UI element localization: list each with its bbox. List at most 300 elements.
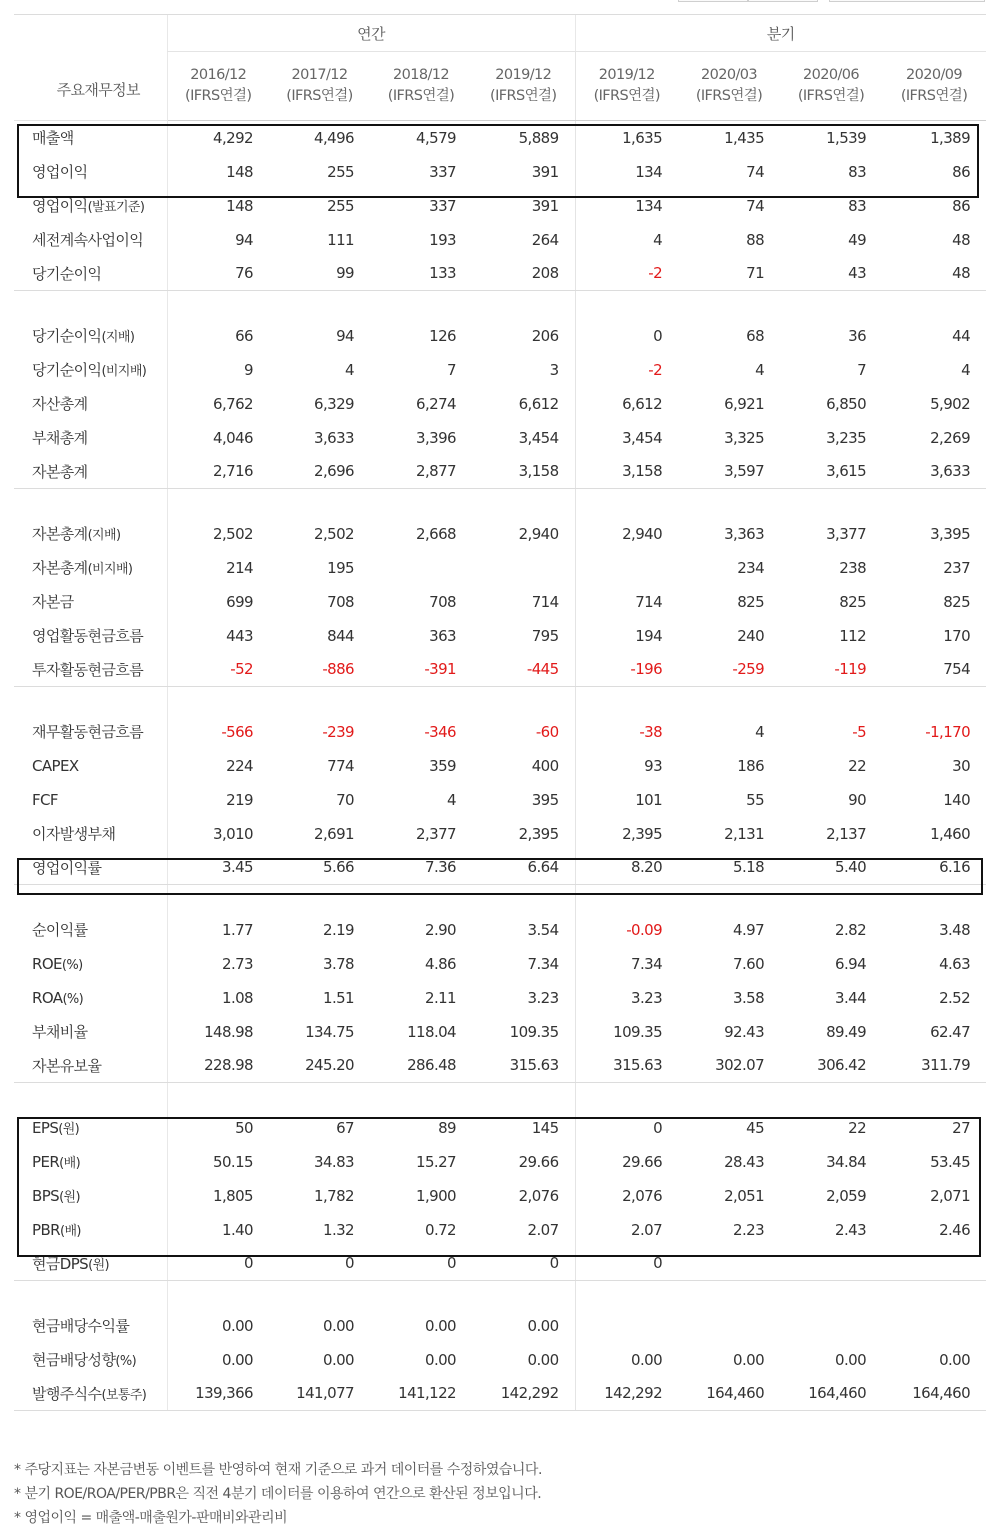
table-cell: 2,668 <box>416 524 456 543</box>
column-header <box>882 52 986 121</box>
table-cell: 3,615 <box>780 455 882 489</box>
column-period: 2020/03 <box>701 67 758 83</box>
row-label <box>14 715 167 749</box>
table-cell: 5.66 <box>269 851 370 885</box>
table-cell: 224 <box>226 756 253 775</box>
table-cell: 29.66 <box>575 1145 678 1179</box>
column-header <box>780 52 882 121</box>
table-cell: 3,010 <box>213 824 253 843</box>
table-row <box>14 455 986 489</box>
table-cell: 9 <box>244 360 253 379</box>
row-label-text: 영업이익 <box>32 197 88 215</box>
table-cell: 0.00 <box>575 1343 678 1377</box>
table-cell: 208 <box>472 257 575 291</box>
table-cell: 2,502 <box>314 524 354 543</box>
table-row <box>14 585 986 619</box>
table-cell: 2.23 <box>733 1220 765 1239</box>
column-basis: (IFRS연결) <box>797 88 865 104</box>
table-cell: 240 <box>737 626 765 645</box>
table-cell: 0.00 <box>425 1316 456 1335</box>
table-cell: 3.44 <box>835 988 867 1007</box>
column-header <box>269 52 370 121</box>
table-cell <box>780 1309 882 1343</box>
table-cell: -886 <box>269 653 370 687</box>
row-label-text: 당기순이익 <box>32 264 102 283</box>
table-cell: 0.00 <box>527 1350 559 1369</box>
table-cell: 3.78 <box>323 954 354 973</box>
row-label <box>14 257 167 291</box>
row-label <box>14 851 167 885</box>
table-cell: 134.75 <box>305 1022 354 1041</box>
table-row <box>14 947 986 981</box>
group-spacer <box>14 1281 986 1309</box>
table-cell: 4 <box>755 360 765 379</box>
table-cell: 2,696 <box>269 455 370 489</box>
table-cell: 4,046 <box>213 428 253 447</box>
toolbar-button-right[interactable] <box>829 0 985 2</box>
table-cell: 5,902 <box>930 394 971 413</box>
table-cell: 5,889 <box>518 128 559 147</box>
column-basis: (IFRS연결) <box>900 88 968 104</box>
table-cell: 1,460 <box>930 824 971 843</box>
table-cell: 6,762 <box>213 394 253 413</box>
table-cell: 148 <box>226 196 253 215</box>
table-cell: 3.23 <box>527 988 559 1007</box>
table-cell: 3.23 <box>575 981 678 1015</box>
table-cell: 15.27 <box>416 1152 456 1171</box>
table-cell: 0.00 <box>222 1316 253 1335</box>
financial-summary-table <box>14 14 986 1411</box>
row-label-qualifier: (배) <box>59 1224 81 1239</box>
table-cell: 86 <box>952 196 971 215</box>
table-cell: 6,274 <box>416 394 456 413</box>
table-row <box>14 1015 986 1049</box>
corner-label: 주요재무정보 <box>14 15 167 121</box>
row-label <box>14 319 167 353</box>
table-cell: 3,454 <box>575 421 678 455</box>
table-cell: 5.18 <box>678 851 780 885</box>
row-label <box>14 421 167 455</box>
table-cell: 99 <box>269 257 370 291</box>
row-label <box>14 387 167 421</box>
row-label-qualifier: (보통주) <box>101 1387 147 1403</box>
row-label-text: 당기순이익 <box>32 327 102 345</box>
row-label <box>14 981 167 1015</box>
row-label <box>14 585 167 619</box>
table-cell: 2,137 <box>826 824 867 843</box>
table-cell <box>472 551 575 585</box>
table-cell: 118.04 <box>407 1022 456 1041</box>
table-row <box>14 517 986 551</box>
table-cell: 825 <box>839 592 867 611</box>
table-cell: 7.36 <box>370 851 472 885</box>
table-cell: 66 <box>235 326 253 345</box>
row-label-qualifier: (비지배) <box>101 364 147 379</box>
footnote: * 영업이익 = 매출액-매출원가-판매비와관리비 <box>14 1510 288 1526</box>
table-cell: 94 <box>336 326 354 345</box>
table-cell: 111 <box>327 230 354 249</box>
table-cell: 1,435 <box>724 128 765 147</box>
table-cell: 5.40 <box>780 851 882 885</box>
table-cell: 214 <box>226 558 253 577</box>
table-cell: 2.90 <box>425 920 456 939</box>
row-label-text: PBR <box>32 1221 60 1239</box>
table-cell: -391 <box>370 653 472 687</box>
table-row <box>14 353 986 387</box>
table-cell: 206 <box>531 326 559 345</box>
table-cell: 88 <box>746 230 765 249</box>
row-label-qualifier: (%) <box>61 957 83 973</box>
table-cell: 90 <box>848 790 867 809</box>
table-cell: 86 <box>952 162 971 181</box>
row-label-text: 영업이익률 <box>32 858 102 877</box>
row-label-text: 부채총계 <box>32 429 88 447</box>
table-cell <box>882 1247 986 1281</box>
row-label-text: 자본총계 <box>32 525 88 543</box>
row-label-text: 투자활동현금흐름 <box>32 660 144 679</box>
table-cell: 6.16 <box>882 851 986 885</box>
table-cell: 1,389 <box>930 128 971 147</box>
table-cell: -566 <box>221 722 253 741</box>
table-cell: 795 <box>531 626 559 645</box>
table-cell: -196 <box>575 653 678 687</box>
table-cell: 4 <box>447 790 456 809</box>
table-cell: 0 <box>472 1247 575 1281</box>
table-cell: 3 <box>549 360 559 379</box>
table-cell: 2,877 <box>370 455 472 489</box>
table-row <box>14 783 986 817</box>
row-label-text: ROE <box>32 954 62 973</box>
table-cell: 2,269 <box>930 428 971 447</box>
table-cell: 3,158 <box>575 455 678 489</box>
column-header <box>370 52 472 121</box>
table-cell: 89 <box>438 1118 456 1137</box>
row-label-text: 당기순이익 <box>32 361 102 379</box>
table-cell: 1.77 <box>222 920 253 939</box>
table-cell: 4.97 <box>733 920 765 939</box>
table-cell <box>575 551 678 585</box>
row-label <box>14 749 167 783</box>
table-cell <box>575 1309 678 1343</box>
table-cell: 255 <box>327 162 354 181</box>
table-cell: 2.43 <box>835 1220 867 1239</box>
table-cell: 363 <box>429 626 456 645</box>
table-cell: 83 <box>848 196 867 215</box>
table-cell: 43 <box>780 257 882 291</box>
table-cell: 44 <box>952 326 971 345</box>
group-spacer <box>14 687 986 715</box>
table-cell: 68 <box>746 326 765 345</box>
row-label <box>14 817 167 851</box>
table-cell: 195 <box>327 558 354 577</box>
table-cell: 49 <box>848 230 867 249</box>
row-label <box>14 455 167 489</box>
row-label <box>14 1111 167 1145</box>
table-cell: 4.63 <box>939 954 971 973</box>
table-cell: 4 <box>345 360 354 379</box>
table-cell: 0 <box>167 1247 269 1281</box>
row-label-text: 세전계속사업이익 <box>32 231 144 249</box>
table-cell <box>882 1309 986 1343</box>
table-cell: 400 <box>531 756 559 775</box>
toolbar-button-left[interactable] <box>678 0 748 2</box>
table-cell: 6.94 <box>835 954 867 973</box>
footnote: * 분기 ROE/ROA/PER/PBR은 직전 4분기 데이터를 이용하여 연간으로 환산된 정보입니다. <box>14 1486 542 1502</box>
table-cell: 3,235 <box>826 428 867 447</box>
table-row <box>14 913 986 947</box>
table-cell: 126 <box>429 326 456 345</box>
column-header <box>472 52 575 121</box>
row-label-qualifier: (원) <box>59 1190 80 1205</box>
table-cell: 36 <box>848 326 867 345</box>
table-cell: -38 <box>575 715 678 749</box>
table-cell: 1,635 <box>575 121 678 155</box>
table-cell: -2 <box>575 353 678 387</box>
table-cell: 395 <box>531 790 559 809</box>
table-row <box>14 619 986 653</box>
table-cell: 6,850 <box>826 394 867 413</box>
table-cell: 237 <box>943 558 971 577</box>
table-cell: 3,396 <box>416 428 456 447</box>
table-cell: 140 <box>943 790 971 809</box>
table-cell: 53.45 <box>930 1152 971 1171</box>
table-cell: 3,597 <box>678 455 780 489</box>
table-cell: 7.34 <box>575 947 678 981</box>
column-period: 2018/12 <box>392 67 450 83</box>
row-label-text: 현금DPS <box>32 1254 89 1273</box>
table-cell: -1,170 <box>925 722 971 741</box>
row-label-text: ROA <box>32 988 63 1007</box>
table-cell: 83 <box>848 162 867 181</box>
row-label <box>14 1179 167 1213</box>
table-cell: 2,395 <box>575 817 678 851</box>
row-label <box>14 1377 167 1411</box>
table-cell: 142,292 <box>472 1377 575 1411</box>
table-cell: 1,805 <box>213 1186 253 1205</box>
column-basis: (IFRS연결) <box>695 88 763 104</box>
table-cell: 2,691 <box>314 824 354 843</box>
table-cell: 4,496 <box>314 128 354 147</box>
table-cell: 30 <box>952 756 971 775</box>
table-cell: 219 <box>226 790 253 809</box>
table-cell: 28.43 <box>724 1152 765 1171</box>
table-cell: 164,460 <box>678 1377 780 1411</box>
table-row <box>14 319 986 353</box>
table-cell: 109.35 <box>509 1022 559 1041</box>
table-cell: 89.49 <box>826 1022 867 1041</box>
table-cell: -0.09 <box>575 913 678 947</box>
table-row <box>14 223 986 257</box>
column-basis: (IFRS연결) <box>593 88 660 104</box>
table-cell: 255 <box>327 196 354 215</box>
table-cell: 3,633 <box>314 428 354 447</box>
table-row <box>14 1145 986 1179</box>
table-cell: 315.63 <box>472 1049 575 1083</box>
row-label-text: 자본금 <box>32 593 74 611</box>
row-label <box>14 653 167 687</box>
row-label-qualifier: (원) <box>58 1122 80 1137</box>
table-cell <box>780 1247 882 1281</box>
table-row <box>14 1111 986 1145</box>
table-cell: 2,076 <box>518 1186 559 1205</box>
table-cell: 2,395 <box>518 824 559 843</box>
table-cell: -60 <box>535 722 559 741</box>
row-label-text: 이자발생부채 <box>32 825 116 843</box>
table-cell: 286.48 <box>370 1049 472 1083</box>
table-cell: -52 <box>167 653 269 687</box>
group-header-annual: 연간 <box>167 15 575 52</box>
table-cell <box>370 551 472 585</box>
table-cell: 55 <box>746 790 765 809</box>
table-cell: 825 <box>943 592 971 611</box>
table-cell <box>678 1247 780 1281</box>
table-cell: 234 <box>737 558 765 577</box>
table-cell: 141,122 <box>370 1377 472 1411</box>
group-spacer <box>14 489 986 517</box>
row-label-qualifier: (지배) <box>87 528 121 543</box>
table-cell: 2,377 <box>416 824 456 843</box>
footnotes <box>14 1458 542 1530</box>
row-label <box>14 155 167 189</box>
table-cell: 264 <box>531 230 559 249</box>
row-label <box>14 783 167 817</box>
table-cell: 34.84 <box>826 1152 867 1171</box>
table-cell: 774 <box>327 756 354 775</box>
table-cell: 0 <box>575 319 678 353</box>
table-cell: 2,131 <box>724 824 765 843</box>
column-header <box>678 52 780 121</box>
table-cell: 228.98 <box>167 1049 269 1083</box>
table-cell: 2,076 <box>575 1179 678 1213</box>
table-cell: 2.82 <box>835 920 867 939</box>
row-label-text: EPS <box>32 1119 59 1137</box>
table-cell: 193 <box>429 230 456 249</box>
table-cell: -445 <box>472 653 575 687</box>
table-cell: 7 <box>447 360 456 379</box>
group-spacer <box>14 1083 986 1111</box>
table-cell: 71 <box>678 257 780 291</box>
table-cell: -239 <box>322 722 354 741</box>
table-cell: 34.83 <box>314 1152 354 1171</box>
table-cell: 148 <box>226 162 253 181</box>
row-label-qualifier: (발표기준) <box>87 200 145 215</box>
row-label <box>14 1015 167 1049</box>
table-row <box>14 421 986 455</box>
table-cell: 8.20 <box>575 851 678 885</box>
table-cell: 3,395 <box>930 524 971 543</box>
table-row <box>14 121 986 155</box>
row-label-text: 현금배당수익률 <box>32 1317 130 1335</box>
table-row <box>14 155 986 189</box>
table-cell: 2.07 <box>575 1213 678 1247</box>
table-cell: 0 <box>575 1247 678 1281</box>
table-cell: 3.58 <box>733 988 765 1007</box>
table-cell: 306.42 <box>780 1049 882 1083</box>
row-label <box>14 913 167 947</box>
table-cell: 22 <box>848 756 867 775</box>
table-cell: 94 <box>235 230 253 249</box>
table-cell: 170 <box>943 626 971 645</box>
row-label-text: 부채비율 <box>32 1023 88 1041</box>
row-label-text: 재무활동현금흐름 <box>32 723 144 741</box>
table-cell: 67 <box>336 1118 354 1137</box>
table-cell: 4,579 <box>416 128 456 147</box>
table-cell: 22 <box>848 1118 867 1137</box>
toolbar-button-mid[interactable] <box>748 0 818 2</box>
row-label-text: 자본유보율 <box>32 1056 102 1075</box>
table-cell: 3.45 <box>167 851 269 885</box>
row-label-text: 자본총계 <box>32 559 88 577</box>
row-label-text: CAPEX <box>32 756 79 775</box>
table-cell: 0.00 <box>323 1350 354 1369</box>
table-cell: 4.86 <box>425 954 456 973</box>
table-cell: -2 <box>575 257 678 291</box>
table-cell: 337 <box>429 162 456 181</box>
row-label-qualifier: (원) <box>88 1257 110 1273</box>
column-basis: (IFRS연결) <box>185 88 252 104</box>
table-cell: 2,502 <box>213 524 253 543</box>
column-basis: (IFRS연결) <box>387 88 455 104</box>
table-cell: 7.34 <box>527 954 559 973</box>
column-period: 2017/12 <box>291 67 348 83</box>
row-label <box>14 189 167 223</box>
table-cell: 141,077 <box>269 1377 370 1411</box>
table-cell: 3,363 <box>724 524 765 543</box>
table-cell: 76 <box>167 257 269 291</box>
table-row <box>14 749 986 783</box>
table-cell: 3,325 <box>724 428 765 447</box>
table-cell: 148.98 <box>204 1022 253 1041</box>
table-cell: 3,454 <box>518 428 559 447</box>
table-cell: 6,612 <box>518 394 559 413</box>
group-spacer <box>14 291 986 319</box>
table-cell: 0.00 <box>939 1350 971 1369</box>
row-label-text: 발행주식수 <box>32 1384 102 1403</box>
column-header <box>575 52 678 121</box>
table-row <box>14 387 986 421</box>
row-label <box>14 1343 167 1377</box>
column-period: 2019/12 <box>598 67 655 83</box>
table-cell: 112 <box>839 626 867 645</box>
table-row <box>14 653 986 687</box>
table-row <box>14 715 986 749</box>
table-cell: 2.46 <box>939 1220 971 1239</box>
row-label-text: 영업이익 <box>32 163 88 181</box>
table-cell: 3,158 <box>472 455 575 489</box>
table-cell: 0.00 <box>733 1350 765 1369</box>
table-cell: 2.11 <box>425 988 456 1007</box>
table-cell: 1,900 <box>416 1186 456 1205</box>
row-label <box>14 1247 167 1281</box>
row-label <box>14 947 167 981</box>
table-cell: 311.79 <box>882 1049 986 1083</box>
table-cell: 27 <box>952 1118 971 1137</box>
table-cell: 0.00 <box>425 1350 456 1369</box>
row-label <box>14 551 167 585</box>
table-cell: 0.00 <box>527 1316 559 1335</box>
table-cell: 0 <box>269 1247 370 1281</box>
table-cell: 109.35 <box>575 1015 678 1049</box>
table-row <box>14 1213 986 1247</box>
row-label-qualifier: (%) <box>115 1354 137 1369</box>
row-label-qualifier: (비지배) <box>87 562 133 577</box>
table-cell: 699 <box>226 592 253 611</box>
table-cell: 139,366 <box>167 1377 269 1411</box>
table-cell: 1.51 <box>323 988 354 1007</box>
row-label <box>14 121 167 155</box>
row-label <box>14 223 167 257</box>
table-cell: 6,329 <box>314 394 354 413</box>
